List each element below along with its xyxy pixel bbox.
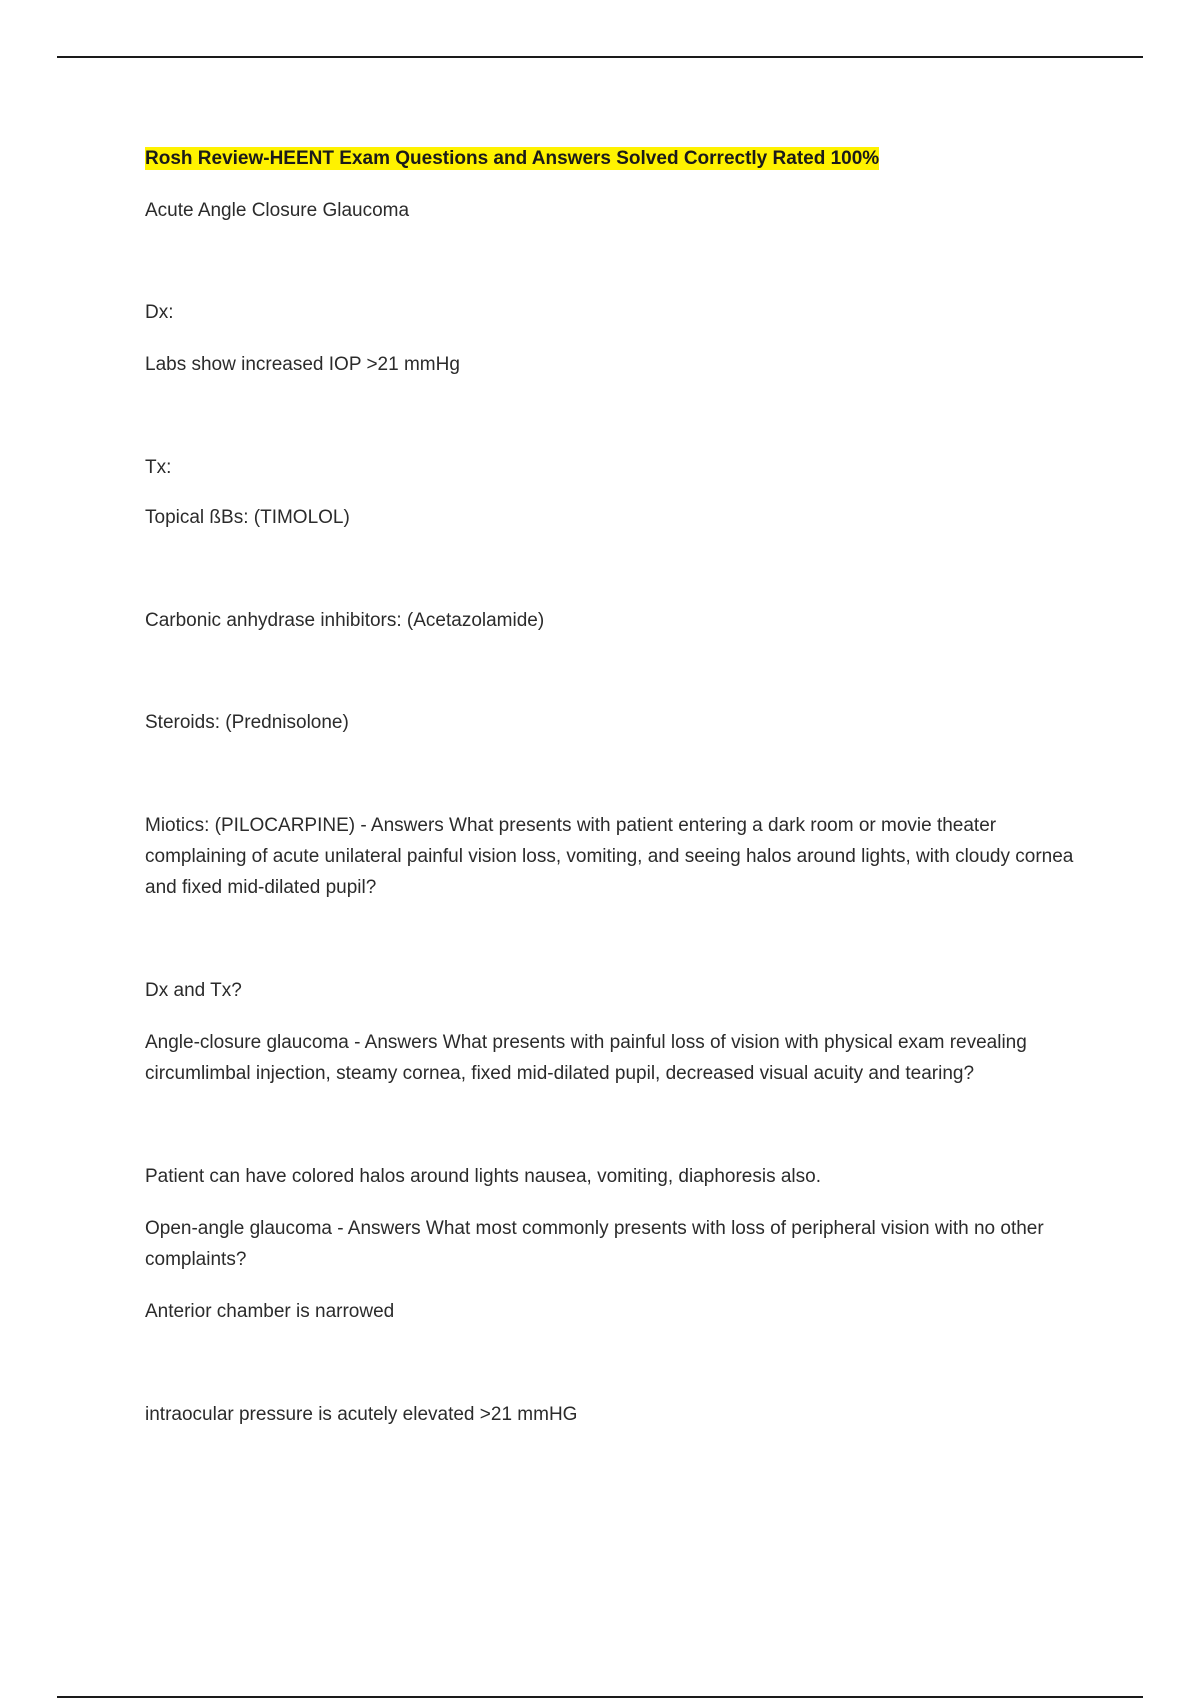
paragraph: intraocular pressure is acutely elevated >21 mmHG xyxy=(145,1404,578,1425)
paragraph: Dx: xyxy=(145,302,174,323)
document-title: Rosh Review-HEENT Exam Questions and Answers Solved Correctly Rated 100% xyxy=(145,148,880,169)
document-body xyxy=(145,0,1095,1700)
paragraph: Labs show increased IOP >21 mmHg xyxy=(145,354,460,375)
paragraph: Acute Angle Closure Glaucoma xyxy=(145,200,410,221)
paragraph: Dx and Tx? xyxy=(145,980,242,1001)
paragraph: Angle-closure glaucoma - Answers What presents with painful loss of vision with physical exam revealing circumlimbal injection, steamy cornea, fixed mid-dilated pupil, decreased visual acuity and tearing? xyxy=(145,1032,1027,1084)
paragraph: Steroids: (Prednisolone) xyxy=(145,712,349,733)
paragraph: Anterior chamber is narrowed xyxy=(145,1301,395,1322)
paragraph: Miotics: (PILOCARPINE) - Answers What presents with patient entering a dark room or movie theater complaining of acute unilateral painful vision loss, vomiting, and seeing halos around lights, with cloudy cornea and fixed mid-dilated pupil? xyxy=(145,815,1074,898)
footer-rule xyxy=(57,1696,1143,1698)
paragraph: Tx: xyxy=(145,457,172,478)
paragraph: Patient can have colored halos around lights nausea, vomiting, diaphoresis also. xyxy=(145,1166,821,1187)
document-title-line xyxy=(145,143,1095,174)
paragraph: Topical ßBs: (TIMOLOL) xyxy=(145,507,350,528)
paragraph: Open-angle glaucoma - Answers What most commonly presents with loss of peripheral vision with no other complaints? xyxy=(145,1218,1044,1270)
paragraph: Carbonic anhydrase inhibitors: (Acetazolamide) xyxy=(145,610,545,631)
